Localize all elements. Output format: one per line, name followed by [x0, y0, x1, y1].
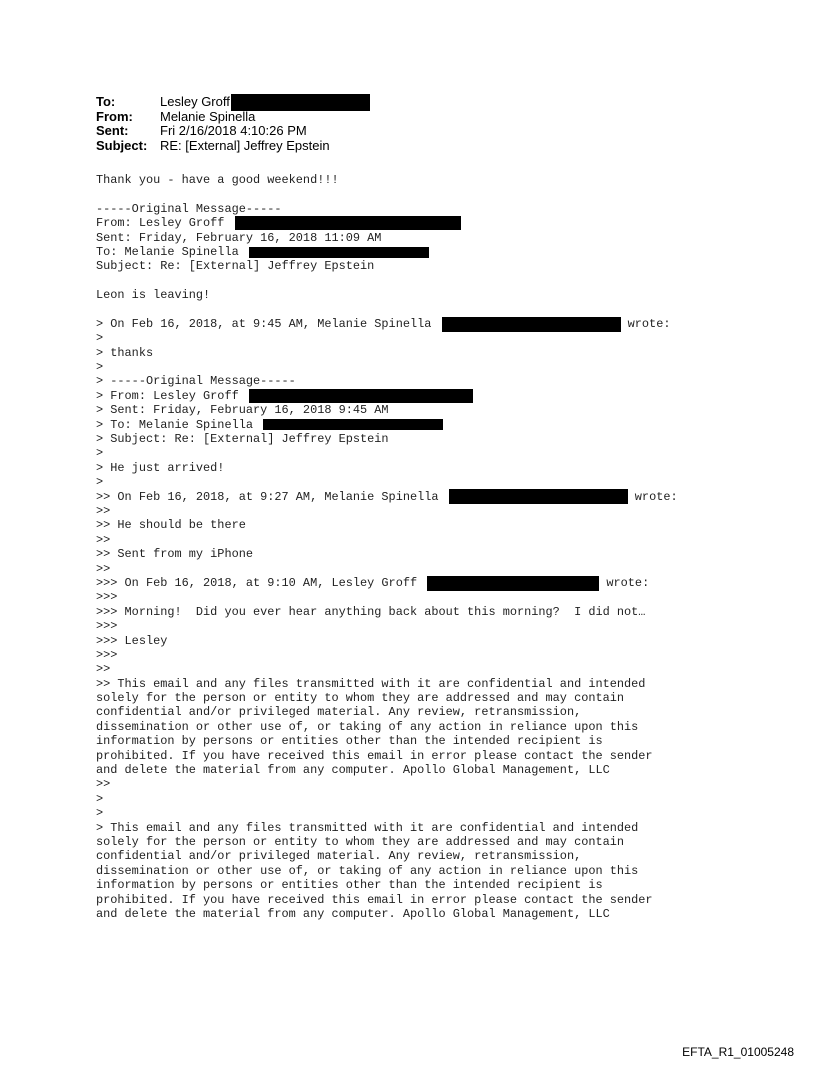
body-line: >> — [96, 662, 111, 677]
body-line: confidential and/or privileged material. Any review, retransmission, — [96, 705, 582, 720]
body-line: >> On Feb 16, 2018, at 9:27 AM, Melanie Spinella wrote: — [96, 489, 678, 504]
body-line: > — [96, 331, 104, 346]
body-line: >> — [96, 777, 111, 792]
body-line: and delete the material from any computer. Apollo Global Management, LLC — [96, 906, 610, 921]
from-value: Melanie Spinella — [160, 108, 256, 124]
body-line: Thank you - have a good weekend!!! — [96, 173, 339, 187]
body-line: > To: Melanie Spinella — [96, 418, 678, 432]
body-line: >> — [96, 561, 111, 576]
body-line: >> — [96, 532, 111, 547]
subject-row — [96, 139, 370, 154]
body-line: >>> — [96, 647, 118, 662]
redaction-bar — [249, 389, 473, 403]
body-line: > This email and any files transmitted with it are confidential and intended — [96, 820, 639, 835]
body-line: dissemination or other use of, or taking of any action in reliance upon this — [96, 863, 639, 878]
body-line: Leon is leaving! — [96, 288, 211, 303]
redaction-bar — [449, 489, 628, 504]
body-line: From: Lesley Groff — [96, 216, 678, 230]
body-line: dissemination or other use of, or taking of any action in reliance upon this — [96, 719, 639, 734]
body-line: >> He should be there — [96, 518, 246, 533]
subject-value: RE: [External] Jeffrey Epstein — [160, 137, 330, 153]
body-line — [96, 303, 678, 317]
body-line: >>> Morning! Did you ever hear anything back about this morning? I did not… — [96, 604, 646, 619]
redaction-bar — [442, 317, 621, 332]
redaction-bar — [249, 247, 429, 258]
document-id: EFTA_R1_01005248 — [682, 1045, 794, 1059]
redaction-bar — [235, 216, 461, 230]
body-line: > -----Original Message----- — [96, 374, 296, 389]
to-label: To: — [96, 94, 116, 109]
body-line: confidential and/or privileged material. Any review, retransmission, — [96, 849, 582, 864]
body-line: > On Feb 16, 2018, at 9:45 AM, Melanie Spinella wrote: — [96, 316, 671, 331]
from-row — [96, 110, 370, 125]
body-line: > thanks — [96, 345, 154, 360]
body-line: >>> — [96, 619, 118, 634]
body-line: > From: Lesley Groff — [96, 389, 678, 403]
body-line: >>> Lesley — [96, 633, 168, 648]
body-line: solely for the person or entity to whom they are addressed and may contain — [96, 834, 625, 849]
body-line: information by persons or entities other than the intended recipient is — [96, 878, 603, 893]
body-line: >>> — [96, 590, 118, 605]
from-label: From: — [96, 108, 133, 124]
body-line: > He just arrived! — [96, 460, 225, 475]
email-header — [96, 95, 370, 153]
body-line: > — [96, 806, 104, 821]
sent-value: Fri 2/16/2018 4:10:26 PM — [160, 123, 307, 138]
body-line: > — [96, 446, 104, 461]
body-line: >> Sent from my iPhone — [96, 547, 253, 562]
sent-label: Sent: — [96, 123, 129, 138]
body-line: and delete the material from any computer. Apollo Global Management, LLC — [96, 763, 610, 778]
body-line: Subject: Re: [External] Jeffrey Epstein — [96, 259, 375, 274]
body-line: >>> On Feb 16, 2018, at 9:10 AM, Lesley Groff wrote: — [96, 575, 650, 590]
sent-row — [96, 124, 370, 139]
body-line — [96, 187, 678, 201]
body-line: Sent: Friday, February 16, 2018 11:09 AM — [96, 230, 382, 245]
body-line — [96, 274, 678, 288]
redaction-bar — [263, 419, 443, 430]
body-line: > — [96, 475, 104, 490]
body-line: To: Melanie Spinella — [96, 245, 678, 259]
body-line: > Subject: Re: [External] Jeffrey Epstein — [96, 432, 389, 447]
subject-label: Subject: — [96, 137, 148, 153]
body-line: information by persons or entities other than the intended recipient is — [96, 734, 603, 749]
body-line: >> — [96, 503, 111, 518]
body-line: prohibited. If you have received this email in error please contact the sender — [96, 892, 653, 907]
body-line: > — [96, 360, 104, 375]
body-line: -----Original Message----- — [96, 201, 282, 216]
body-line: solely for the person or entity to whom they are addressed and may contain — [96, 691, 625, 706]
body-line: > Sent: Friday, February 16, 2018 9:45 AM — [96, 403, 389, 418]
to-row — [96, 95, 370, 110]
body-line: prohibited. If you have received this email in error please contact the sender — [96, 748, 653, 763]
redaction-bar — [427, 576, 599, 591]
body-line: > — [96, 791, 104, 806]
email-body — [96, 173, 678, 921]
to-value: Lesley Groff — [160, 94, 230, 109]
body-line: >> This email and any files transmitted with it are confidential and intended — [96, 676, 646, 691]
